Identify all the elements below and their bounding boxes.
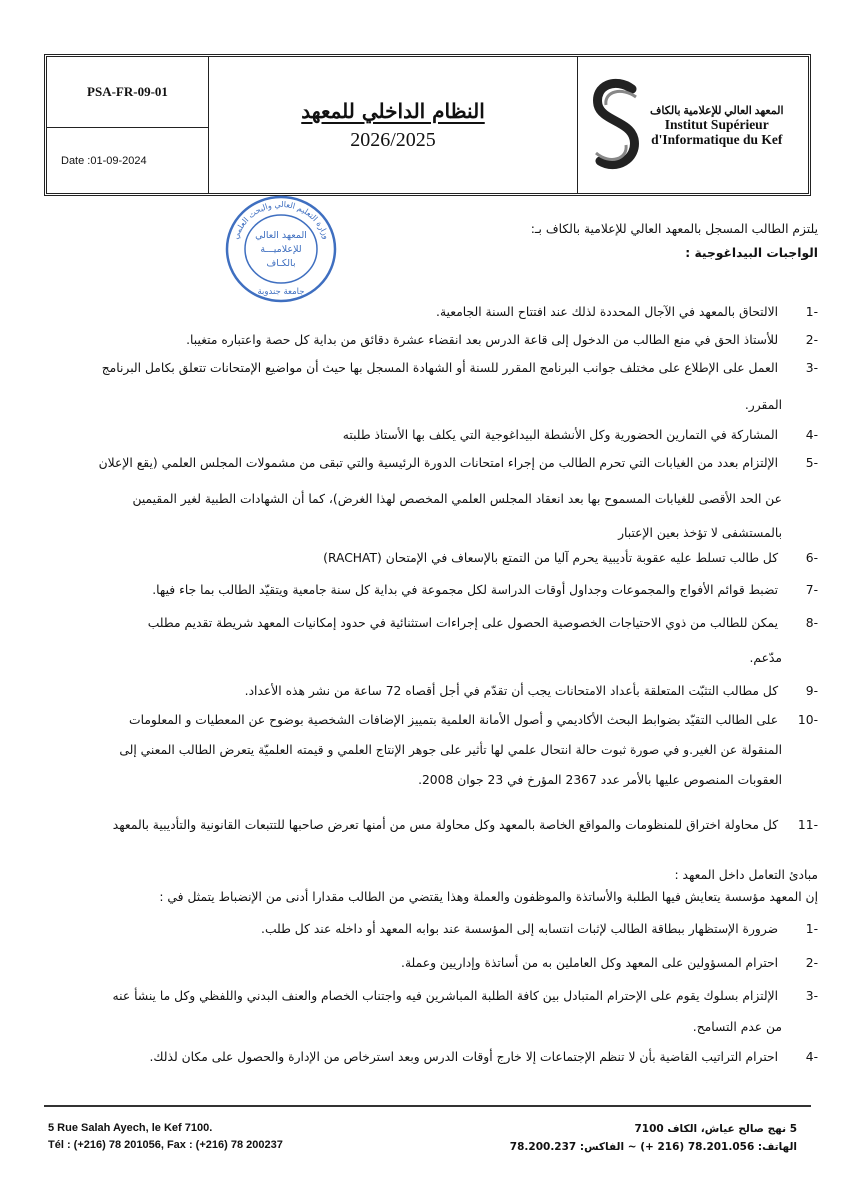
principles-heading: مبادئ التعامل داخل المعهد :: [674, 868, 818, 882]
footer-phone-line: Tél : (+216) 78 201056, Fax : (+216) 78 200237: [48, 1139, 283, 1151]
item-continuation: بالمستشفى لا تؤخذ بعين الإعتبار: [618, 526, 782, 540]
item-number: -2: [805, 333, 818, 347]
item-number: -1: [805, 305, 818, 319]
item-text: الالتحاق بالمعهد في الآجال المحددة لذلك عند افتتاح السنة الجامعية.: [436, 305, 779, 319]
item-continuation: عن الحد الأقصى للغيابات المسموح بها بعد انعقاد المجلس العلمي المخصص لهذا الغرض)، كما أن الشهادات الطبية لغير المقيمين: [132, 492, 782, 506]
list-item: [186, 333, 818, 347]
footer-address-line: 5 Rue Salah Ayech, le Kef 7100.: [48, 1122, 213, 1134]
list-item: [148, 616, 818, 630]
list-item: [245, 684, 818, 698]
principles-intro: إن المعهد مؤسسة يتعايش فيها الطلبة والأساتذة والموظفون والعملة وهذا يقتضي من الطالب مقدارا أدنى من الإنضباط يتمثل في :: [159, 890, 818, 904]
list-item: [129, 713, 818, 727]
item-text: كل طالب تسلط عليه عقوبة تأديبية يحرم آليا من التمتع بالإسعاف في الإمتحان (RACHAT): [323, 551, 779, 565]
footer-divider: [44, 1105, 811, 1107]
footer-address-fr: [48, 1120, 283, 1154]
list-item: [102, 361, 818, 375]
list-item: [150, 1050, 819, 1064]
footer-phone-line-ar: الهاتف: 78.201.056 (216 +) ~ الفاكس: 78.200.237: [509, 1141, 797, 1153]
stamp-inner-text-2: للإعلاميـــة: [260, 244, 302, 255]
item-number: -4: [805, 1050, 818, 1064]
document-date: Date :01-09-2024: [61, 154, 147, 167]
item-number: -11: [797, 818, 818, 832]
item-continuation: المقرر.: [744, 398, 782, 412]
item-number: -10: [797, 713, 818, 727]
footer-address-ar: [510, 1120, 797, 1156]
item-number: -2: [805, 956, 818, 970]
item-text: ضرورة الإستظهار ببطاقة الطالب لإثبات انتسابه إلى المؤسسة عند بوابه المعهد أو داخله عند كل طلب.: [261, 922, 779, 936]
stamp-bottom-text: جامعة جندوبة: [257, 287, 305, 297]
item-continuation: العقوبات المنصوص عليها بالأمر عدد 2367 المؤرخ في 23 جوان 2008.: [418, 773, 782, 787]
item-number: -1: [805, 922, 818, 936]
stamp-inner-text-1: المعهد العالي: [255, 230, 307, 241]
list-item: [99, 456, 818, 470]
item-text: الإلتزام بعدد من الغيابات التي تحرم الطالب من إجراء امتحانات الدورة الرئيسية والتي تبقى من مشمولات المجلس العلمي (يقع الإعلان: [98, 456, 779, 470]
list-item: [323, 551, 818, 565]
list-item: [261, 922, 818, 936]
item-number: -3: [805, 361, 818, 375]
item-continuation: مدّعم.: [749, 651, 782, 665]
item-number: -7: [805, 583, 818, 597]
list-item: [436, 305, 818, 319]
academic-year: 2026/2025: [350, 128, 436, 151]
item-text: كل مطالب التثبّت المتعلقة بأعداد الامتحانات يجب أن تقدّم في أجل أقصاه 72 ساعة من نشر هذه الأعداد.: [244, 684, 779, 698]
duties-heading: الواجبات البيداغوجية :: [685, 246, 818, 260]
item-text: احترام التراتيب القاضية بأن لا تنظم الإجتماعات إلا خارج أوقات الدرس وبعد استرخاص من الإدارة والحصول على مكان لذلك.: [149, 1050, 779, 1064]
item-text: العمل على الإطلاع على مختلف جوانب البرنامج المقرر للسنة أو الشهادة المسجل بها حيث أن مواضيع الإمتحانات تتعلق بكامل البرنامج: [101, 361, 779, 375]
stamp-inner-text-3: بالكـاف: [266, 258, 296, 269]
list-item: [152, 583, 818, 597]
item-text: على الطالب التقيّد بضوابط البحث الأكاديمي و أصول الأمانة العلمية بتمييز الإضافات الشخصية بوضوح عن المعطيات و المعلومات: [129, 713, 779, 727]
list-item: [401, 956, 818, 970]
stamp-outer-text: وزارة التعليم العالي والبحث العلمي: [231, 199, 331, 241]
intro-line: يلتزم الطالب المسجل بالمعهد العالي للإعلامية بالكاف بـ:: [530, 222, 818, 236]
institute-name-fr-1: Institut Supérieur: [664, 116, 769, 132]
item-continuation: المنقولة عن الغير.و في صورة ثبوت حالة انتحال علمي لها تأثير على جوهر الإنتاج العلمي و قيمته العلميّة يتعرض الطالب المعني إلى: [119, 743, 782, 757]
document-body: [28, 0, 818, 1200]
institute-name-fr-2: d'Informatique du Kef: [651, 131, 783, 147]
item-number: -4: [805, 428, 818, 442]
item-number: -5: [805, 456, 818, 470]
footer-address-line-ar: 5 نهج صالح عياش، الكاف 7100: [634, 1123, 797, 1135]
list-item: [113, 989, 818, 1003]
page-title: النظام الداخلي للمعهد: [301, 98, 485, 123]
item-text: كل محاولة اختراق للمنظومات والمواقع الخاصة بالمعهد وكل محاولة مس من أمنها تعرض صاحبها للتتبعات القانونية والتأديبية بالمعهد: [112, 818, 779, 832]
item-number: -8: [805, 616, 818, 630]
item-text: يمكن للطالب من ذوي الاحتياجات الخصوصية الحصول على إجراءات استثنائية في حدود إمكانيات المعهد شريطة تقديم مطلب: [147, 616, 779, 630]
item-text: احترام المسؤولين على المعهد وكل العاملين به من أساتذة وإداريين وعملة.: [401, 956, 779, 970]
item-number: -6: [805, 551, 818, 565]
institute-name-ar: المعهد العالي للإعلامية بالكاف: [650, 104, 784, 117]
list-item: [343, 428, 818, 442]
item-text: للأستاذ الحق في منع الطالب من الدخول إلى قاعة الدرس بعد انقضاء عشرة دقائق من بداية كل حصة واعتباره متغيبا.: [186, 333, 779, 347]
item-text: المشاركة في التمارين الحضورية وكل الأنشطة البيداغوجية التي يكلف بها الأستاذ طلبته: [342, 428, 779, 442]
list-item: [113, 818, 818, 832]
document-code: PSA-FR-09-01: [47, 57, 208, 128]
item-continuation: من عدم التسامح.: [692, 1020, 782, 1034]
item-text: تضبط قوائم الأفواج والمجموعات وجداول أوقات الدراسة لكل مجموعة في بداية كل سنة جامعية ويتقيّد الطالب بما جاء فيها.: [152, 583, 779, 597]
item-text: الإلتزام بسلوك يقوم على الإحترام المتبادل بين كافة الطلبة المباشرين فيه واجتناب الخصام والعنف البدني واللفظي وكل ما ينشأ عنه: [112, 989, 779, 1003]
item-number: -3: [805, 989, 818, 1003]
item-number: -9: [805, 684, 818, 698]
